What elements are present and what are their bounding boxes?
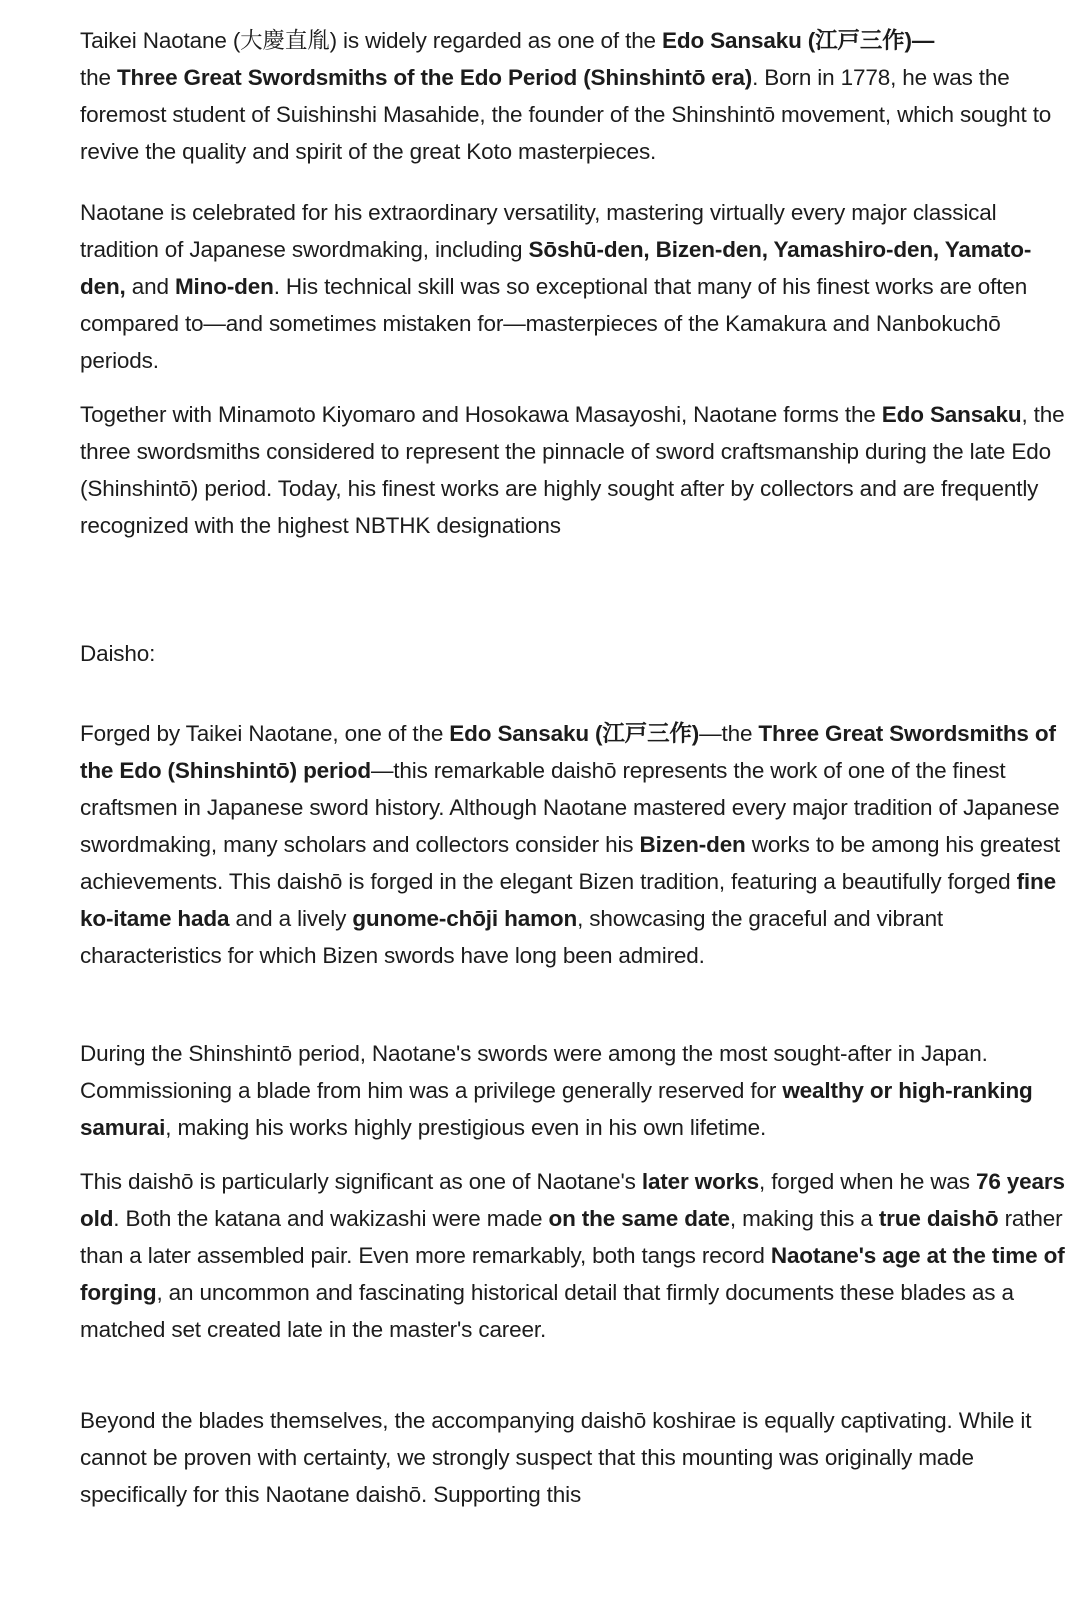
text-run: the — [80, 65, 117, 90]
text-run: Naotane is celebrated for his extraordinary versatility, mastering virtually every major classical tradition of Japanese swordmaking, including — [80, 200, 997, 262]
text-run: , the three swordsmiths considered to represent the pinnacle of sword craftsmanship during the late Edo (Shinshintō) period. Today, his finest works are highly sought after by collectors and are frequently recognized with the highest NBTHK designations — [80, 402, 1065, 538]
text-run: During the Shinshintō period, Naotane's swords were among the most sought-after in Japan. Commissioning a blade from him was a privilege generally reserved for — [80, 1041, 988, 1103]
bold-text: Bizen-den — [639, 832, 746, 857]
text-run: , forged when he was — [759, 1169, 976, 1194]
bold-text: gunome-chōji hamon — [352, 906, 578, 931]
text-run: Forged by Taikei Naotane, one of the — [80, 721, 450, 746]
paragraph-intro — [80, 22, 1065, 170]
bold-text: Edo Sansaku — [881, 402, 1022, 427]
paragraph-prestige — [80, 1035, 1065, 1146]
text-run: , making his works highly prestigious even in his own lifetime. — [165, 1115, 767, 1140]
text-run: and — [125, 274, 175, 299]
bold-text: fine ko-itame hada — [80, 869, 1056, 931]
bold-text: 76 years old — [80, 1169, 1065, 1231]
text-run: and a lively — [229, 906, 353, 931]
bold-text: Three Great Swordsmiths of the Edo Period (Shinshintō era) — [116, 65, 753, 90]
bold-text: Naotane's age at the time of forging — [80, 1243, 1065, 1305]
bold-text: Edo Sansaku (江戸三作) — [449, 721, 700, 746]
text-run: Beyond the blades themselves, the accompanying daishō koshirae is equally captivating. While it cannot be proven with certainty, we strongly suspect that this mounting was originally made specifically for this Naotane daishō. Supporting this — [80, 1408, 1032, 1507]
bold-text: true daishō — [878, 1206, 999, 1231]
bold-text: Edo Sansaku (江戸三作)— — [662, 28, 935, 53]
paragraph-koshirae — [80, 1402, 1065, 1513]
text-run: . His technical skill was so exceptional that many of his finest works are often compared to—and sometimes mistaken for—masterpieces of the Kamakura and Nanbokuchō periods. — [80, 274, 1028, 373]
text-run: Daisho: — [80, 641, 156, 666]
paragraph-daisho-description — [80, 715, 1065, 974]
text-run: —this remarkable daishō represents the work of one of the finest craftsmen in Japanese sword history. Although Naotane mastered every major tradition of Japanese swordmaking, many scholars and collectors consider his — [80, 758, 1060, 857]
bold-text: later works — [641, 1169, 759, 1194]
text-run: works to be among his greatest achievements. This daishō is forged in the elegant Bizen tradition, featuring a beautifully forged — [80, 832, 1060, 894]
text-run: —the — [699, 721, 759, 746]
text-run: , making this a — [729, 1206, 879, 1231]
text-run: . Born in 1778, he was the foremost student of Suishinshi Masahide, the founder of the Shinshintō movement, which sought to revive the quality and spirit of the great Koto masterpieces. — [80, 65, 1052, 164]
bold-text: wealthy or high-ranking samurai — [80, 1078, 1033, 1140]
text-run: Taikei Naotane (大慶直胤) is widely regarded as one of the — [80, 28, 663, 53]
paragraph-versatility — [80, 194, 1065, 379]
text-run: , showcasing the graceful and vibrant characteristics for which Bizen swords have long been admired. — [80, 906, 944, 968]
bold-text: on the same date — [548, 1206, 730, 1231]
text-run: Together with Minamoto Kiyomaro and Hosokawa Masayoshi, Naotane forms the — [80, 402, 882, 427]
text-run: , an uncommon and fascinating historical detail that firmly documents these blades as a matched set created late in the master's career. — [80, 1280, 1014, 1342]
bold-text: Three Great Swordsmiths of the Edo (Shinshintō) period — [80, 721, 1056, 783]
section-heading-daisho — [80, 635, 1065, 672]
text-run: . Both the katana and wakizashi were made — [113, 1206, 549, 1231]
bold-text: Sōshū-den, Bizen-den, Yamashiro-den, Yamato-den, — [80, 237, 1032, 299]
text-run: This daishō is particularly significant as one of Naotane's — [80, 1169, 642, 1194]
bold-text: Mino-den — [174, 274, 274, 299]
paragraph-significance — [80, 1163, 1065, 1348]
text-run: rather than a later assembled pair. Even more remarkably, both tangs record — [80, 1206, 1063, 1268]
paragraph-edo-sansaku — [80, 396, 1065, 544]
